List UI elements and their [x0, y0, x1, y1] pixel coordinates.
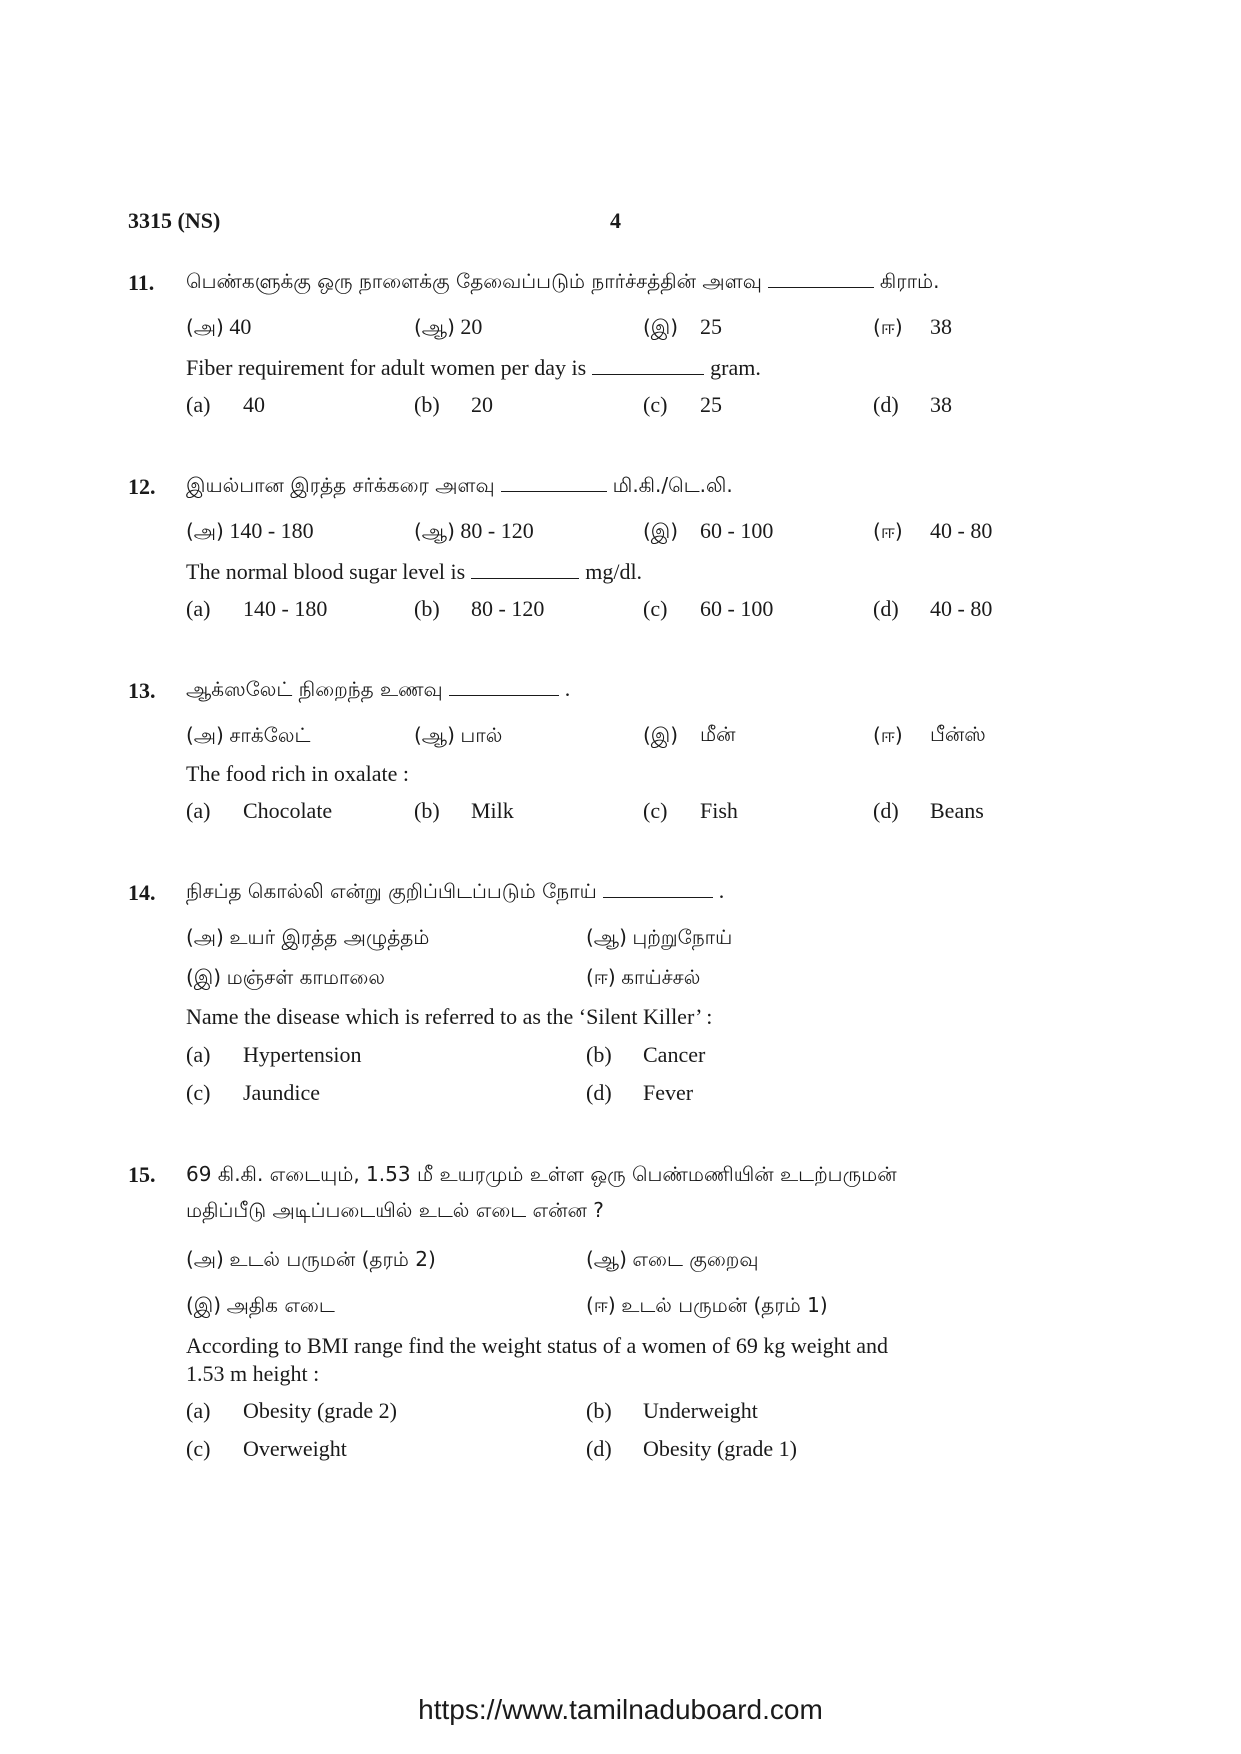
- option-value: சாக்லேட்: [229, 723, 311, 747]
- option-value: உடல் பருமன் (தரம் 1): [621, 1293, 828, 1317]
- option-english-b: [414, 798, 514, 824]
- option-label: (b): [414, 596, 440, 621]
- option-tamil-2: [586, 1246, 759, 1274]
- option-value: 60 - 100: [700, 518, 774, 543]
- answer-blank: [501, 491, 607, 492]
- option-label: (d): [873, 798, 899, 823]
- option-value: Fish: [700, 798, 738, 823]
- question-stem: The normal blood sugar level is: [186, 559, 466, 584]
- option-value: உடல் பருமன் (தரம் 2): [229, 1247, 436, 1271]
- option-value: 140 - 180: [243, 596, 328, 621]
- option-value: Chocolate: [243, 798, 333, 823]
- question-number: 13.: [128, 678, 156, 703]
- option-label: (இ): [643, 315, 679, 339]
- option-label: (இ): [643, 723, 679, 747]
- option-value: பால்: [460, 723, 503, 747]
- option-english-c: [643, 596, 774, 622]
- option-label: (அ): [186, 315, 224, 339]
- option-label: (a): [186, 596, 211, 621]
- option-label: (b): [586, 1398, 612, 1423]
- answer-blank: [768, 287, 874, 288]
- option-label: (ஈ): [586, 965, 616, 989]
- option-value: மஞ்சள் காமாலை: [226, 965, 385, 989]
- question-number: 14.: [128, 880, 156, 905]
- option-label: (a): [186, 1398, 211, 1423]
- option-english-c: [186, 1080, 320, 1106]
- question-text-tamil-line-1: 69 கி.கி. எடையும், 1.53 மீ உயரமும் உள்ள ஒரு பெண்மணியின் உடற்பருமன்: [186, 1162, 897, 1186]
- question-suffix: gram.: [710, 355, 761, 380]
- option-value: Jaundice: [243, 1080, 320, 1105]
- option-label: (ஈ): [873, 315, 903, 339]
- option-tamil-4: [873, 722, 986, 750]
- option-value: 38: [930, 314, 952, 339]
- option-label: (அ): [186, 925, 224, 949]
- option-value: Fever: [643, 1080, 694, 1105]
- option-label: (a): [186, 392, 211, 417]
- option-value: 80 - 120: [460, 518, 534, 543]
- question-stem: இயல்பான இரத்த சர்க்கரை அளவு: [186, 473, 495, 497]
- option-tamil-3: [643, 518, 774, 546]
- option-value: Obesity (grade 2): [243, 1398, 397, 1423]
- option-value: காய்ச்சல்: [621, 965, 701, 989]
- option-tamil-1: [186, 924, 429, 952]
- option-label: (b): [414, 392, 440, 417]
- question-text-tamil: [186, 472, 733, 500]
- paper-code: 3315 (NS): [128, 208, 221, 233]
- question-stem: Fiber requirement for adult women per day is: [186, 355, 587, 380]
- option-label: (ஈ): [586, 1293, 616, 1317]
- question-suffix: mg/dl.: [585, 559, 643, 584]
- option-value: மீன்: [700, 722, 736, 746]
- option-value: 40: [229, 314, 252, 339]
- question-stem: பெண்களுக்கு ஒரு நாளைக்கு தேவைப்படும் நார்ச்சத்தின் அளவு: [186, 269, 762, 293]
- option-value: பீன்ஸ்: [930, 722, 986, 746]
- option-english-c: [186, 1436, 347, 1462]
- option-label: (c): [643, 392, 668, 417]
- option-tamil-4: [586, 1292, 828, 1320]
- option-english-c: [643, 392, 722, 418]
- option-english-a: [186, 596, 328, 622]
- option-tamil-1: [186, 314, 251, 342]
- option-value: Milk: [471, 798, 514, 823]
- question-text-english: [186, 559, 642, 585]
- option-tamil-2: [414, 518, 534, 546]
- option-tamil-3: [186, 964, 385, 992]
- question-suffix: .: [564, 676, 571, 701]
- option-label: (ஈ): [873, 723, 903, 747]
- option-value: உயர் இரத்த அழுத்தம்: [229, 925, 430, 949]
- option-english-d: [586, 1080, 694, 1106]
- answer-blank: [592, 374, 704, 375]
- option-label: (c): [186, 1080, 211, 1105]
- option-value: Obesity (grade 1): [643, 1436, 797, 1461]
- option-value: 40 - 80: [930, 596, 993, 621]
- question-suffix: மி.கி./டெ.லி.: [612, 473, 733, 497]
- option-value: 40 - 80: [930, 518, 993, 543]
- question-number: 11.: [128, 270, 155, 295]
- option-tamil-3: [643, 722, 736, 750]
- option-english-d: [873, 392, 952, 418]
- option-english-a: [186, 1042, 362, 1068]
- option-value: 25: [700, 392, 722, 417]
- question-text-tamil: [186, 268, 939, 296]
- question-text-english: Name the disease which is referred to as the ‘Silent Killer’ :: [186, 1004, 713, 1029]
- option-label: (அ): [186, 1247, 224, 1271]
- option-label: (d): [873, 392, 899, 417]
- option-value: 38: [930, 392, 952, 417]
- option-english-b: [414, 392, 493, 418]
- question-text-english: [186, 355, 761, 381]
- option-english-c: [643, 798, 738, 824]
- option-label: (c): [643, 798, 668, 823]
- option-value: Underweight: [643, 1398, 758, 1423]
- option-label: (c): [186, 1436, 211, 1461]
- option-label: (b): [414, 798, 440, 823]
- option-tamil-3: [643, 314, 722, 342]
- option-tamil-2: [414, 722, 502, 750]
- option-label: (அ): [186, 519, 224, 543]
- option-value: அதிக எடை: [226, 1293, 335, 1317]
- option-label: (a): [186, 798, 211, 823]
- option-tamil-4: [873, 518, 993, 546]
- option-tamil-2: [586, 924, 732, 952]
- question-stem: ஆக்ஸலேட் நிறைந்த உணவு: [186, 677, 443, 701]
- option-label: (d): [586, 1080, 612, 1105]
- option-tamil-3: [186, 1292, 335, 1320]
- option-english-b: [586, 1042, 706, 1068]
- option-label: (இ): [186, 1293, 222, 1317]
- option-label: (இ): [643, 519, 679, 543]
- option-value: 25: [700, 314, 722, 339]
- option-value: Cancer: [643, 1042, 706, 1067]
- option-tamil-1: [186, 722, 310, 750]
- option-label: (ஆ): [586, 925, 627, 949]
- option-label: (c): [643, 596, 668, 621]
- option-label: (ஆ): [414, 519, 455, 543]
- option-value: Hypertension: [243, 1042, 362, 1067]
- question-suffix: கிராம்.: [879, 269, 940, 293]
- footer-website-url[interactable]: https://www.tamilnaduboard.com: [418, 1694, 823, 1725]
- option-value: புற்றுநோய்: [632, 925, 733, 949]
- question-number: 12.: [128, 474, 156, 499]
- option-english-d: [873, 798, 984, 824]
- option-english-d: [873, 596, 993, 622]
- question-stem: நிசப்த கொல்லி என்று குறிப்பிடப்படும் நோய்: [186, 879, 597, 903]
- option-tamil-1: [186, 518, 314, 546]
- option-label: (d): [873, 596, 899, 621]
- question-text-tamil: [186, 676, 570, 704]
- option-value: 40: [243, 392, 265, 417]
- question-suffix: .: [718, 878, 725, 903]
- option-english-a: [186, 798, 333, 824]
- option-tamil-2: [414, 314, 482, 342]
- option-value: எடை குறைவு: [632, 1247, 759, 1271]
- option-label: (இ): [186, 965, 222, 989]
- option-tamil-1: [186, 1246, 436, 1274]
- option-english-d: [586, 1436, 797, 1462]
- answer-blank: [449, 695, 559, 696]
- option-label: (d): [586, 1436, 612, 1461]
- option-tamil-4: [873, 314, 952, 342]
- answer-blank: [603, 897, 713, 898]
- option-label: (b): [586, 1042, 612, 1067]
- question-text-english-line-1: According to BMI range find the weight status of a women of 69 kg weight and: [186, 1333, 889, 1358]
- option-label: (ஆ): [414, 315, 455, 339]
- option-english-b: [414, 596, 545, 622]
- option-label: (a): [186, 1042, 211, 1067]
- option-tamil-4: [586, 964, 700, 992]
- page-number: 4: [610, 208, 621, 233]
- question-text-tamil-line-2: மதிப்பீடு அடிப்படையில் உடல் எடை என்ன ?: [186, 1198, 604, 1222]
- question-text-tamil: [186, 878, 724, 906]
- option-value: 20: [471, 392, 493, 417]
- option-value: Overweight: [243, 1436, 347, 1461]
- option-value: 20: [460, 314, 483, 339]
- question-text-english: The food rich in oxalate :: [186, 761, 409, 786]
- option-label: (அ): [186, 723, 224, 747]
- option-value: Beans: [930, 798, 984, 823]
- option-value: 80 - 120: [471, 596, 545, 621]
- option-english-a: [186, 1398, 397, 1424]
- option-value: 60 - 100: [700, 596, 774, 621]
- option-english-a: [186, 392, 265, 418]
- option-label: (ஆ): [414, 723, 455, 747]
- option-value: 140 - 180: [229, 518, 314, 543]
- question-number: 15.: [128, 1162, 156, 1187]
- option-label: (ஈ): [873, 519, 903, 543]
- option-label: (ஆ): [586, 1247, 627, 1271]
- question-text-english-line-2: 1.53 m height :: [186, 1361, 320, 1386]
- answer-blank: [471, 578, 579, 579]
- option-english-b: [586, 1398, 758, 1424]
